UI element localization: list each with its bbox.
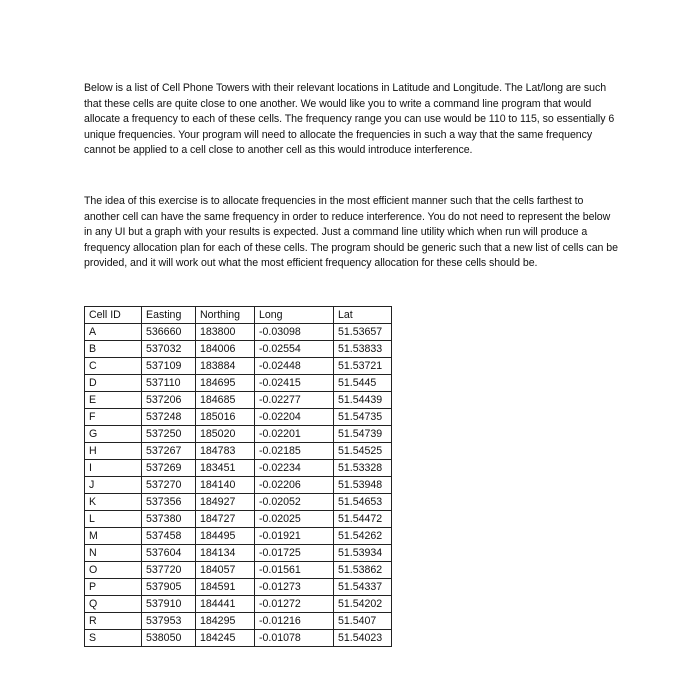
cell-lat: 51.54472 (334, 511, 392, 528)
cell-northing: 184495 (196, 528, 255, 545)
cell-easting: 537720 (142, 562, 196, 579)
cell-cell-id: C (85, 358, 142, 375)
cell-lat: 51.54739 (334, 426, 392, 443)
cell-easting: 537458 (142, 528, 196, 545)
table-header-row (85, 307, 392, 324)
cell-easting: 537380 (142, 511, 196, 528)
table-body (85, 324, 392, 647)
cell-northing: 184927 (196, 494, 255, 511)
cell-northing: 184057 (196, 562, 255, 579)
cell-easting: 537604 (142, 545, 196, 562)
table-row (85, 460, 392, 477)
cell-cell-id: M (85, 528, 142, 545)
cell-easting: 537910 (142, 596, 196, 613)
cell-cell-id: K (85, 494, 142, 511)
cell-northing: 184245 (196, 630, 255, 647)
cell-easting: 537953 (142, 613, 196, 630)
table-row (85, 409, 392, 426)
cell-northing: 184695 (196, 375, 255, 392)
table-row (85, 443, 392, 460)
table-row (85, 358, 392, 375)
cell-cell-id: S (85, 630, 142, 647)
cell-lat: 51.53721 (334, 358, 392, 375)
cell-lat: 51.5407 (334, 613, 392, 630)
cell-northing: 183884 (196, 358, 255, 375)
exercise-paragraph: The idea of this exercise is to allocate frequencies in the most efficient manner such that the cells farthest to another cell can have the same frequency in order to reduce interference. You do not need to represent the below in any UI but a graph with your results is expected. Just a command line utility which when run will produce a frequency allocation plan for each of these cells. The program should be generic such that a new list of cells can be provided, and it will work out what the most efficient frequency allocation for these cells should be. (84, 195, 618, 270)
cell-long: -0.02204 (255, 409, 334, 426)
cell-long: -0.02206 (255, 477, 334, 494)
table-row (85, 324, 392, 341)
cell-northing: 184140 (196, 477, 255, 494)
cell-easting: 537356 (142, 494, 196, 511)
cell-easting: 537032 (142, 341, 196, 358)
cell-long: -0.01216 (255, 613, 334, 630)
table-row (85, 426, 392, 443)
cell-easting: 538050 (142, 630, 196, 647)
cell-easting: 537109 (142, 358, 196, 375)
table-row (85, 341, 392, 358)
cell-lat: 51.54337 (334, 579, 392, 596)
cell-long: -0.02448 (255, 358, 334, 375)
cell-long: -0.03098 (255, 324, 334, 341)
cell-cell-id: E (85, 392, 142, 409)
cell-northing: 184006 (196, 341, 255, 358)
cell-cell-id: F (85, 409, 142, 426)
cell-lat: 51.54023 (334, 630, 392, 647)
table-row (85, 528, 392, 545)
cell-cell-id: H (85, 443, 142, 460)
cell-cell-id: P (85, 579, 142, 596)
cell-easting: 537270 (142, 477, 196, 494)
cell-lat: 51.54653 (334, 494, 392, 511)
header-northing: Northing (196, 307, 255, 324)
cell-cell-id: B (85, 341, 142, 358)
cell-lat: 51.54262 (334, 528, 392, 545)
cell-cell-id: D (85, 375, 142, 392)
cell-lat: 51.53862 (334, 562, 392, 579)
cell-cell-id: I (85, 460, 142, 477)
cell-northing: 184441 (196, 596, 255, 613)
header-easting: Easting (142, 307, 196, 324)
cell-cell-id: G (85, 426, 142, 443)
cell-northing: 184727 (196, 511, 255, 528)
cell-cell-id: R (85, 613, 142, 630)
cell-lat: 51.53833 (334, 341, 392, 358)
cell-long: -0.02554 (255, 341, 334, 358)
cell-cell-id: Q (85, 596, 142, 613)
cell-easting: 537250 (142, 426, 196, 443)
table-row (85, 375, 392, 392)
cell-easting: 537248 (142, 409, 196, 426)
cell-lat: 51.53934 (334, 545, 392, 562)
table-row (85, 477, 392, 494)
cell-long: -0.01273 (255, 579, 334, 596)
table-row (85, 545, 392, 562)
cell-cell-id: A (85, 324, 142, 341)
cell-long: -0.01561 (255, 562, 334, 579)
cell-easting: 537206 (142, 392, 196, 409)
cell-cell-id: O (85, 562, 142, 579)
cell-long: -0.02025 (255, 511, 334, 528)
table-row (85, 630, 392, 647)
cell-easting: 537267 (142, 443, 196, 460)
cell-northing: 185020 (196, 426, 255, 443)
cell-cell-id: J (85, 477, 142, 494)
cell-long: -0.02277 (255, 392, 334, 409)
cell-long: -0.01725 (255, 545, 334, 562)
table-row (85, 494, 392, 511)
table-row (85, 511, 392, 528)
table-row (85, 613, 392, 630)
cell-lat: 51.53328 (334, 460, 392, 477)
cell-long: -0.01078 (255, 630, 334, 647)
cell-lat: 51.53948 (334, 477, 392, 494)
table-row (85, 596, 392, 613)
cell-long: -0.02234 (255, 460, 334, 477)
cell-easting: 536660 (142, 324, 196, 341)
cell-northing: 184685 (196, 392, 255, 409)
cell-northing: 185016 (196, 409, 255, 426)
cell-northing: 183800 (196, 324, 255, 341)
intro-paragraph: Below is a list of Cell Phone Towers with their relevant locations in Latitude and Longitude. The Lat/long are such that these cells are quite close to one another. We would like you to write a command line program that would allocate a frequency to each of these cells. The frequency range you can use would be 110 to 115, so essentially 6 unique frequencies. Your program will need to allocate the frequencies in such a way that the same frequency cannot be applied to a cell close to another cell as this would introduce interference. (84, 82, 615, 157)
cell-lat: 51.5445 (334, 375, 392, 392)
cell-northing: 184591 (196, 579, 255, 596)
cell-long: -0.02052 (255, 494, 334, 511)
cell-lat: 51.54202 (334, 596, 392, 613)
cell-long: -0.01272 (255, 596, 334, 613)
cell-lat: 51.54525 (334, 443, 392, 460)
table-row (85, 392, 392, 409)
cell-long: -0.02185 (255, 443, 334, 460)
cell-easting: 537269 (142, 460, 196, 477)
cell-long: -0.02415 (255, 375, 334, 392)
cell-northing: 183451 (196, 460, 255, 477)
header-lat: Lat (334, 307, 392, 324)
header-cell-id: Cell ID (85, 307, 142, 324)
cell-tower-table (84, 306, 392, 647)
cell-long: -0.02201 (255, 426, 334, 443)
cell-northing: 184134 (196, 545, 255, 562)
cell-lat: 51.54735 (334, 409, 392, 426)
cell-northing: 184295 (196, 613, 255, 630)
header-long: Long (255, 307, 334, 324)
table-row (85, 579, 392, 596)
cell-lat: 51.54439 (334, 392, 392, 409)
cell-lat: 51.53657 (334, 324, 392, 341)
cell-cell-id: N (85, 545, 142, 562)
cell-easting: 537110 (142, 375, 196, 392)
cell-northing: 184783 (196, 443, 255, 460)
cell-long: -0.01921 (255, 528, 334, 545)
cell-cell-id: L (85, 511, 142, 528)
cell-easting: 537905 (142, 579, 196, 596)
table-row (85, 562, 392, 579)
